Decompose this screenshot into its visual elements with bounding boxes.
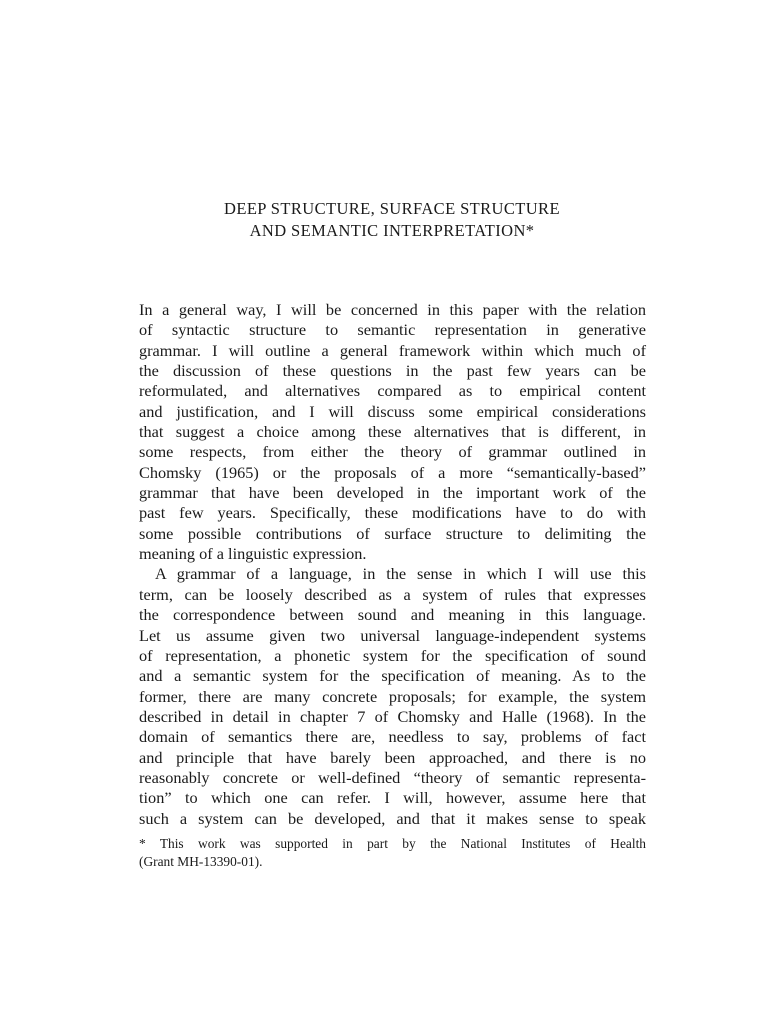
text-line: In a general way, I will be concerned in this paper with the relation — [139, 300, 646, 319]
text-line: described in detail in chapter 7 of Chomsky and Halle (1968). In the — [139, 706, 646, 726]
body-text — [139, 300, 646, 829]
text-line: Let us assume given two universal language-independent systems — [139, 625, 646, 645]
text-line: the correspondence between sound and meaning in this language. — [139, 605, 646, 625]
paragraph-1 — [139, 300, 646, 564]
text-line: that suggest a choice among these alternatives that is different, in — [139, 422, 646, 442]
paragraph-2 — [139, 564, 646, 828]
footnote-line-1: * This work was supported in part by the National Institutes of Health — [139, 836, 646, 851]
text-line: some respects, from either the theory of grammar outlined in — [139, 442, 646, 462]
text-line: and a semantic system for the specification of meaning. As to the — [139, 666, 646, 686]
title-line-1: DEEP STRUCTURE, SURFACE STRUCTURE — [224, 199, 560, 218]
text-line: of representation, a phonetic system for the specification of sound — [139, 645, 646, 665]
text-line: reasonably concrete or well-defined “theory of semantic representa- — [139, 767, 646, 787]
text-line: such a system can be developed, and that it makes sense to speak — [139, 808, 646, 828]
text-line: grammar. I will outline a general framework within which much of — [139, 340, 646, 360]
text-line: grammar that have been developed in the important work of the — [139, 483, 646, 503]
text-line: meaning of a linguistic expression. — [139, 544, 367, 564]
text-line: of syntactic structure to semantic representation in generative — [139, 320, 646, 340]
text-line: term, can be loosely described as a system of rules that expresses — [139, 584, 646, 604]
text-line: reformulated, and alternatives compared as to empirical content — [139, 381, 646, 401]
text-line: some possible contributions of surface structure to delimiting the — [139, 523, 646, 543]
title-line-2: AND SEMANTIC INTERPRETATION* — [249, 221, 535, 240]
text-line: domain of semantics there are, needless to say, problems of fact — [139, 727, 646, 747]
text-line: tion” to which one can refer. I will, however, assume here that — [139, 788, 646, 808]
text-line: and principle that have barely been approached, and there is no — [139, 747, 646, 767]
text-line: A grammar of a language, in the sense in which I will use this — [155, 564, 646, 584]
footnote — [139, 835, 646, 871]
text-line: former, there are many concrete proposals; for example, the system — [139, 686, 646, 706]
footnote-line-2: (Grant MH-13390-01). — [139, 854, 263, 869]
paper-title — [138, 198, 646, 242]
text-line: and justification, and I will discuss some empirical considerations — [139, 401, 646, 421]
text-line: past few years. Specifically, these modifications have to do with — [139, 503, 646, 523]
text-line: Chomsky (1965) or the proposals of a more “semantically-based” — [139, 462, 646, 482]
text-line: the discussion of these questions in the past few years can be — [139, 361, 646, 381]
